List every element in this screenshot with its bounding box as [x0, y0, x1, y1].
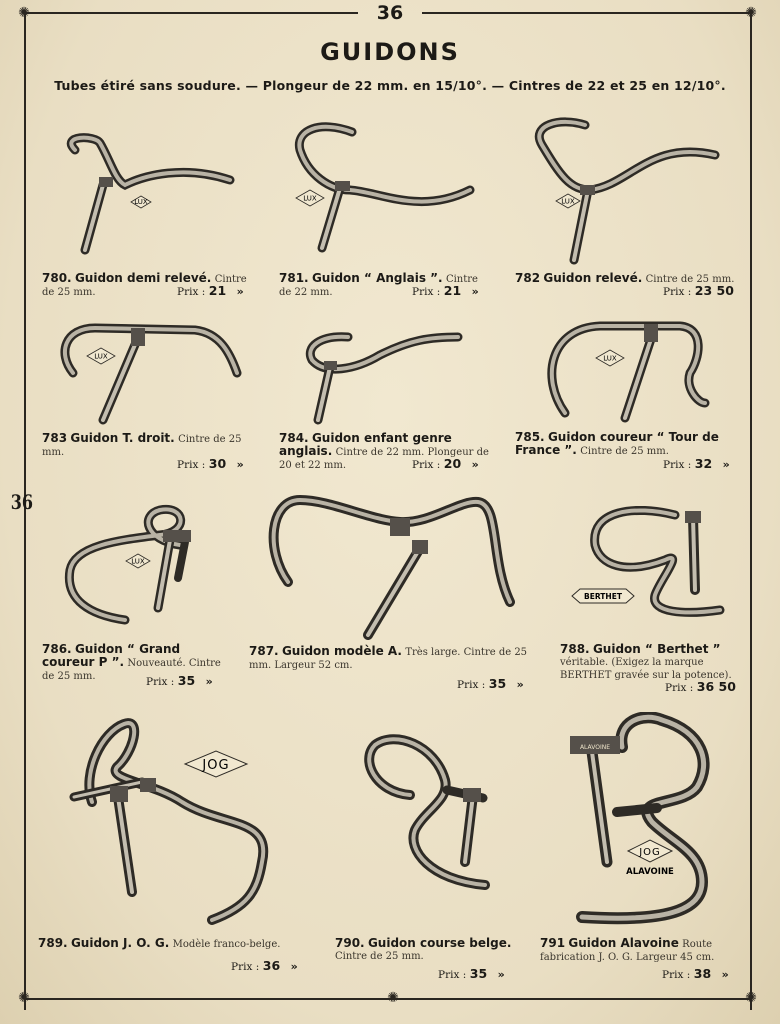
handlebar-790-image [355, 730, 495, 890]
frame-top-rule-right [422, 12, 750, 14]
item-789-caption: 789. Guidon J. O. G. Modèle franco-belge. [38, 936, 281, 950]
side-page-number: 36 [10, 490, 34, 514]
item-786-caption: 786. Guidon “ Grand coureur P ”. Nouveauté. Cintre de 25 mm. [42, 642, 221, 682]
item-791-price: Prix : 38 » [662, 966, 729, 981]
handlebar-785-image [540, 318, 720, 428]
corner-rosette-icon: ✺ [18, 5, 30, 21]
item-785-price: Prix : 32 » [663, 456, 730, 471]
page-title: GUIDONS [320, 38, 460, 66]
jog-alavoine-badge [622, 838, 678, 878]
item-787-price: Prix : 35 » [457, 676, 524, 691]
frame-right-rule [750, 14, 752, 1010]
page-subtitle: Tubes étiré sans soudure. — Plongeur de 22 mm. en 15/10°. — Cintres de 22 et 25 en 12/10°. [54, 78, 726, 93]
item-787-caption: 787. Guidon modèle A. Très large. Cintre de 25 mm. Largeur 52 cm. [249, 644, 528, 671]
handlebar-789-image [62, 712, 282, 932]
item-789-price: Prix : 36 » [231, 958, 298, 973]
handlebar-782-image [530, 115, 730, 265]
item-781-caption: 781. Guidon “ Anglais ”. Cintre de 22 mm. [279, 271, 478, 298]
svg-text:ALAVOINE: ALAVOINE [626, 867, 674, 877]
lux-badge: LUX [131, 557, 145, 566]
svg-text:JOG: JOG [202, 758, 230, 773]
corner-rosette-icon: ✺ [18, 990, 30, 1006]
item-790-price: Prix : 35 » [438, 966, 505, 981]
item-784-price: Prix : 20 » [412, 456, 479, 471]
item-791-caption: 791 Guidon Alavoine Route fabrication J. O. G. Largeur 45 cm. [540, 936, 715, 963]
corner-rosette-icon: ✺ [745, 990, 757, 1006]
svg-text:BERTHET: BERTHET [584, 592, 622, 601]
item-790-caption: 790. Guidon course belge. Cintre de 25 mm. [335, 936, 512, 962]
lux-badge: LUX [561, 197, 575, 206]
item-788-caption: 788. Guidon “ Berthet ” véritable. (Exigez la marque BERTHET gravée sur la potence). [560, 642, 732, 681]
svg-text:JOG: JOG [639, 847, 661, 858]
handlebar-784-image [300, 325, 470, 425]
item-780-price: Prix : 21 » [177, 283, 244, 298]
item-784-caption: 784. Guidon enfant genre anglais. Cintre de 22 mm. Plongeur de 20 et 22 mm. [279, 431, 489, 471]
berthet-badge [570, 588, 636, 604]
handlebar-787-image [260, 490, 525, 640]
handlebar-781-image [290, 120, 480, 255]
item-782-price: Prix : 23 50 [663, 283, 734, 298]
item-785-caption: 785. Guidon coureur “ Tour de France ”. Cintre de 25 mm. [515, 430, 719, 457]
item-783-price: Prix : 30 » [177, 456, 244, 471]
item-788-price: Prix : 36 50 [665, 679, 736, 694]
item-780-caption: 780. Guidon demi relevé. Cintre de 25 mm. [42, 271, 247, 298]
item-782-caption: 782 Guidon relevé. Cintre de 25 mm. [515, 271, 735, 285]
lux-badge: LUX [603, 354, 617, 363]
handlebar-791-image [562, 712, 722, 932]
item-781-price: Prix : 21 » [412, 283, 479, 298]
handlebar-788-image [565, 505, 735, 630]
jog-badge [183, 749, 249, 779]
page-number: 36 [376, 2, 404, 24]
item-786-price: Prix : 35 » [146, 673, 213, 688]
handlebar-783-image [55, 318, 245, 428]
lux-badge: LUX [94, 352, 108, 361]
lux-badge: LUX [303, 194, 317, 203]
item-783-caption: 783 Guidon T. droit. Cintre de 25 mm. [42, 431, 242, 458]
lux-badge: LUX [134, 198, 148, 206]
handlebar-786-image [60, 500, 210, 640]
handlebar-780-image [55, 125, 245, 260]
corner-rosette-icon: ✺ [745, 5, 757, 21]
corner-rosette-icon: ✺ [387, 990, 399, 1006]
alavoine-stem-engraving: ALAVOINE [579, 744, 611, 751]
frame-top-rule-left [24, 12, 358, 14]
